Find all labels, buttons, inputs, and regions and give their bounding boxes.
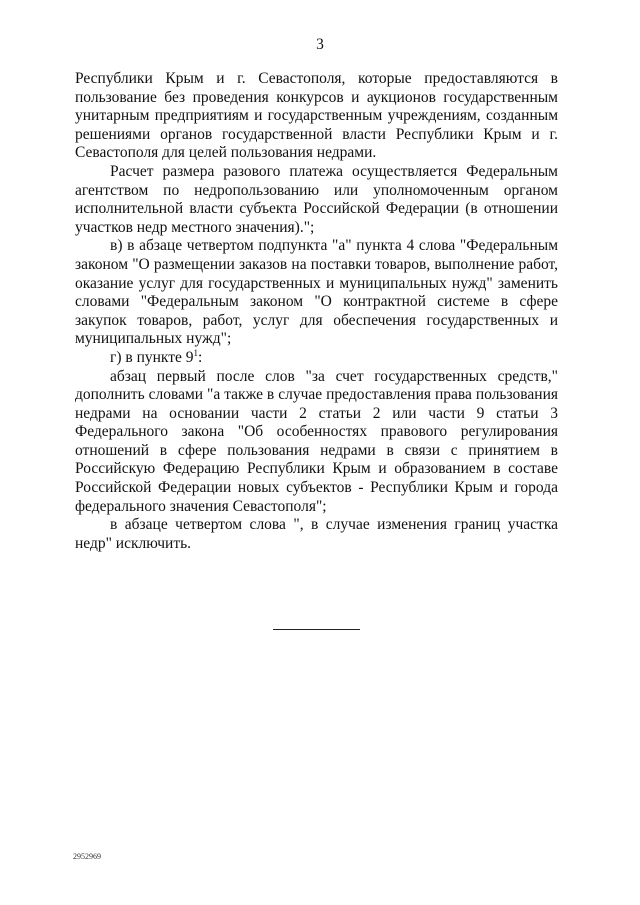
paragraph-fourth-abzac: в абзаце четвертом слова ", в случае изменения границ участка недр" исключить.	[75, 516, 558, 552]
paragraph-payment-calculation: Расчет размера разового платежа осуществляется Федеральным агентством по недропользованию или уполномоченным органом исполнительной власти субъекта Российской Федерации (в отношении участков недр местного значения).";	[75, 162, 558, 236]
paragraph-first-abzac: абзац первый после слов "за счет государственных средств," дополнить словами "а также в случае предоставления права пользования недрами на основании части 2 статьи 2 или части 9 статьи 3 Федерального закона "Об особенностях правового регулирования отношений в сфере пользования недрами в связи с принятием в Российскую Федерацию Республики Крым и образованием в составе Российской Федерации новых субъектов - Республики Крым и города федерального значения Севастополя";	[75, 367, 558, 515]
paragraph-item-v: в) в абзаце четвертом подпункта "а" пункта 4 слова "Федеральным законом "О размещении заказов на поставки товаров, выполнение работ, оказание услуг для государственных и муниципальных нужд" заменить словами "Федеральным законом "О контрактной системе в сфере закупок товаров, работ, услуг для обеспечения государственных и муниципальных нужд";	[75, 237, 558, 348]
document-code: 2952969	[73, 852, 101, 861]
item-g-superscript: 1	[193, 347, 199, 358]
item-g-colon: :	[198, 348, 203, 366]
page-number: 3	[316, 36, 324, 53]
paragraph-item-g	[75, 349, 558, 368]
item-g-text: г) в пункте 9	[110, 348, 194, 366]
end-divider-line	[273, 629, 360, 630]
document-body	[75, 70, 558, 553]
paragraph-continuation: Республики Крым и г. Севастополя, которые предоставляются в пользование без проведения конкурсов и аукционов государственным унитарным предприятиям и государственным учреждениям, созданным решениями органов государственной власти Республики Крым и г. Севастополя для целей пользования недрами.	[75, 70, 558, 162]
